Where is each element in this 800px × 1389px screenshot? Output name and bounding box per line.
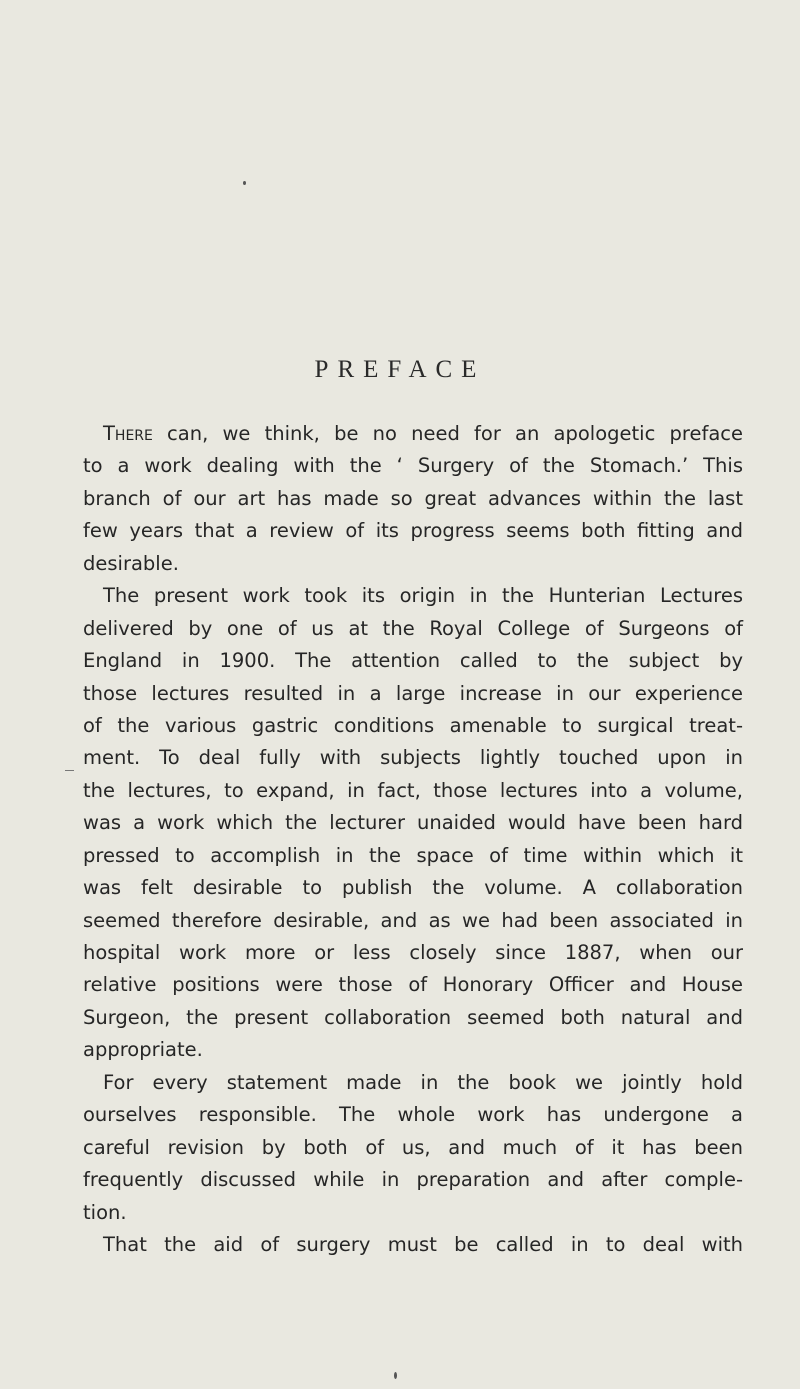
ink-speck	[394, 1372, 397, 1379]
line-text: can, we think, be no need for an apologetic preface	[152, 422, 743, 445]
text-line: was a work which the lecturer unaided would have been hard	[83, 811, 743, 835]
text-line: to a work dealing with the ‘ Surgery of the Stomach.’ This	[83, 454, 743, 478]
text-line: those lectures resulted in a large increase in our experience	[83, 681, 743, 705]
text-line: was felt desirable to publish the volume. A collaboration	[83, 876, 743, 900]
text-line: desirable.	[83, 551, 179, 575]
text-line: The present work took its origin in the Hunterian Lectures	[103, 584, 743, 608]
text-line: relative positions were those of Honorary Officer and House	[83, 973, 743, 997]
text-line: hospital work more or less closely since 1887, when our	[83, 941, 743, 964]
text-line: careful revision by both of us, and much of it has been	[83, 1135, 743, 1159]
text-line: tion.	[83, 1200, 127, 1224]
text-line: of the various gastric conditions amenable to surgical treat-	[83, 713, 743, 737]
text-line: delivered by one of us at the Royal College of Surgeons of	[83, 616, 743, 640]
text-line: seemed therefore desirable, and as we had been associated in	[83, 908, 743, 932]
preface-heading: PREFACE	[314, 356, 486, 383]
text-line: ourselves responsible. The whole work has undergone a	[83, 1103, 743, 1127]
text-line	[83, 418, 743, 450]
text-line: ment. To deal fully with subjects lightly touched upon in	[83, 746, 743, 770]
opening-word: There	[103, 422, 153, 445]
text-line: That the aid of surgery must be called in to deal with	[103, 1232, 743, 1256]
text-line: England in 1900. The attention called to the subject by	[83, 649, 743, 673]
text-line: pressed to accomplish in the space of time within which it	[83, 843, 743, 867]
text-line: appropriate.	[83, 1038, 203, 1062]
margin-mark	[65, 770, 74, 771]
preface-body	[83, 418, 743, 1261]
text-line: the lectures, to expand, in fact, those lectures into a volume,	[83, 778, 743, 802]
ink-speck	[243, 181, 246, 185]
text-line: few years that a review of its progress seems both fitting and	[83, 519, 743, 543]
text-line: Surgeon, the present collaboration seemed both natural and	[83, 1005, 743, 1029]
text-line: For every statement made in the book we jointly hold	[103, 1070, 743, 1094]
text-line: frequently discussed while in preparation and after comple-	[83, 1168, 743, 1192]
text-line: branch of our art has made so great advances within the last	[83, 486, 743, 510]
